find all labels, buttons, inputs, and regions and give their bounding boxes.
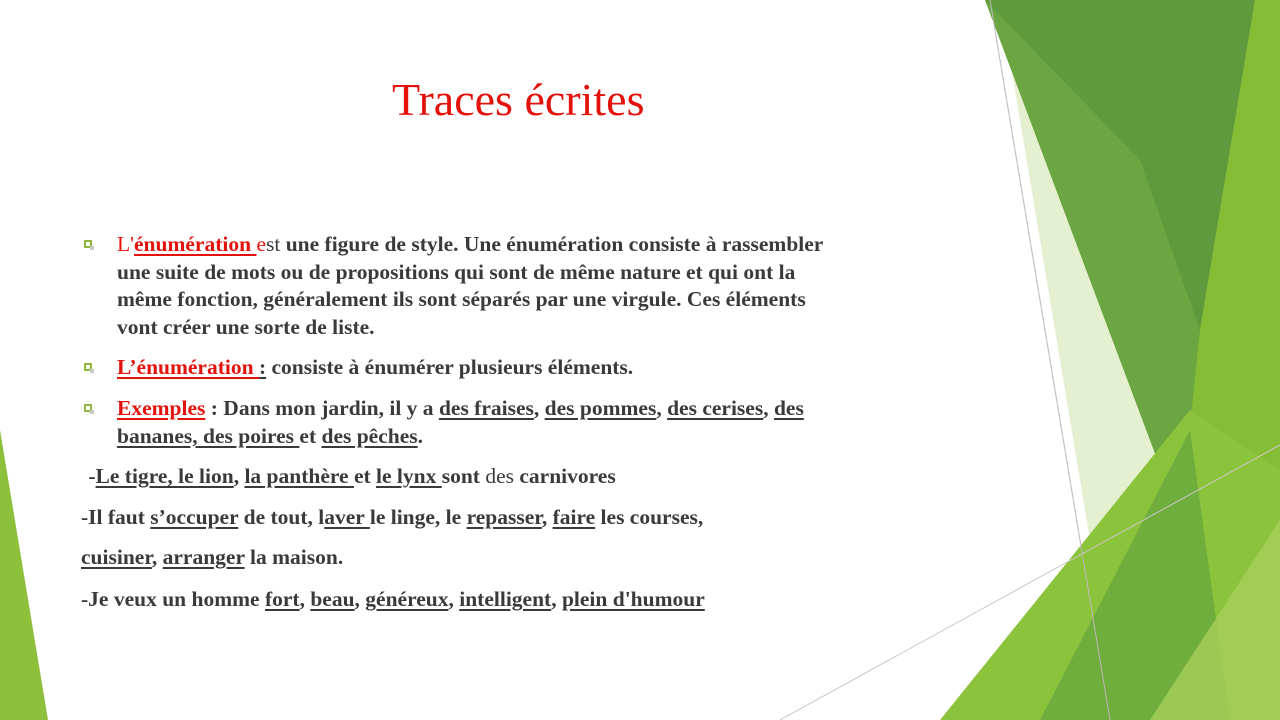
bullet-3-text xyxy=(117,395,977,450)
example-tigre-line: -Le tigre, le lion, la panthère et le lynx sont des carnivores xyxy=(83,464,616,488)
bullet-1-line-2: une suite de mots ou de propositions qui sont de même nature et qui ont la xyxy=(117,259,796,284)
bullet-3-line-1: Exemples : Dans mon jardin, il y a des fraises, des pommes, des cerises, des xyxy=(117,396,804,420)
bullet-1-line-1: L'énumération est une figure de style. Une énumération consiste à rassembler xyxy=(117,232,824,256)
example-faut-line: -Il faut s’occuper de tout, laver le linge, le repasser, faire les courses, xyxy=(81,505,704,529)
bullet-1-line-4: vont créer une sorte de liste. xyxy=(117,314,375,339)
bullet-1-line-3: même fonction, généralement ils sont séparés par une virgule. Ces éléments xyxy=(117,287,806,311)
bullet-3-line-2: bananes, des poires et des pêches. xyxy=(117,423,424,448)
example-homme-line: -Je veux un homme fort, beau, généreux, intelligent, plein d'humour xyxy=(81,587,705,611)
bullet-2-text: L’énumération : consiste à énumérer plusieurs éléments. xyxy=(117,355,634,379)
bullet-2-icon xyxy=(84,363,92,371)
slide-title: Traces écrites xyxy=(392,74,645,125)
left-green-sliver xyxy=(0,430,48,720)
bullet-1-text xyxy=(117,231,977,341)
example-cuisiner-line: cuisiner, arranger la maison. xyxy=(81,545,344,569)
bullet-3-icon xyxy=(84,404,92,412)
bullet-1-icon xyxy=(84,240,92,248)
